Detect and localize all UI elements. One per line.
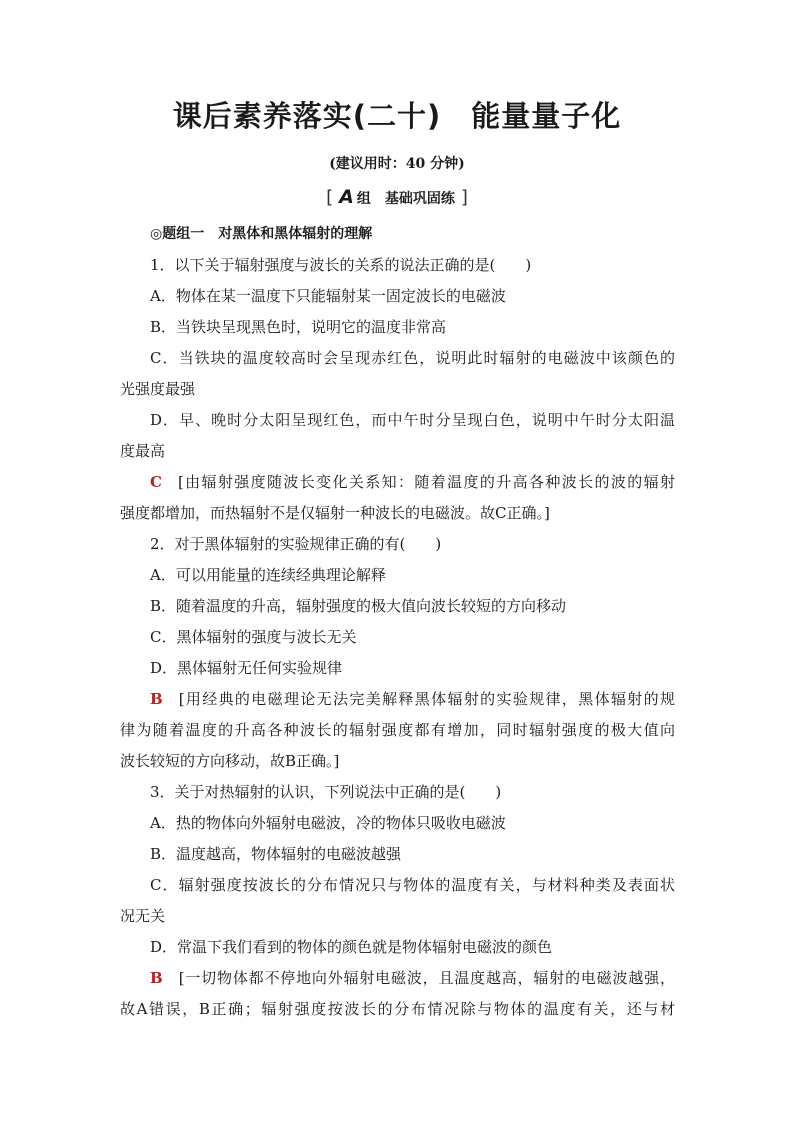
option-c-line1: C．当铁块的温度较高时会呈现赤红色，说明此时辐射的电磁波中该颜色的 — [150, 349, 675, 367]
topic-heading: ◎题组一 对黑体和黑体辐射的理解 — [150, 226, 373, 242]
explanation-line1: B [用经典的电磁理论无法完美解释黑体辐射的实验规律，黑体辐射的规 — [150, 690, 675, 708]
suggested-time: (建议用时：40 分钟) — [329, 156, 465, 172]
option-c: C．黑体辐射的强度与波长无关 — [150, 628, 357, 646]
option-c-line1: C．辐射强度按波长的分布情况只与物体的温度有关，与材料种类及表面状 — [150, 876, 675, 894]
option-d: D．黑体辐射无任何实验规律 — [150, 659, 343, 677]
option-d-line2: 度最高 — [120, 442, 166, 460]
bracket-left: [ — [326, 187, 334, 208]
option-c-line2: 况无关 — [120, 907, 166, 925]
explanation-line2: 强度都增加，而热辐射不是仅辐射一种波长的电磁波。故C正确。] — [120, 504, 550, 522]
answer-label: B — [150, 969, 163, 987]
question-2 — [120, 529, 675, 777]
page-title — [0, 98, 794, 134]
explanation-line1: B [一切物体都不停地向外辐射电磁波，且温度越高，辐射的电磁波越强， — [150, 969, 675, 987]
explanation-line3: 波长较短的方向移动，故B正确。] — [120, 752, 340, 770]
option-b: B．随着温度的升高，辐射强度的极大值向波长较短的方向移动 — [150, 597, 567, 615]
option-c-line2: 光强度最强 — [120, 380, 196, 398]
question-stem: 2．对于黑体辐射的实验规律正确的有( ) — [150, 535, 442, 553]
question-stem: 1．以下关于辐射强度与波长的关系的说法正确的是( ) — [150, 256, 532, 274]
option-d-line1: D．早、晚时分太阳呈现红色，而中午时分呈现白色，说明中午时分太阳温 — [150, 411, 675, 429]
group-zu: 组 — [356, 191, 371, 207]
option-d: D．常温下我们看到的物体的颜色就是物体辐射电磁波的颜色 — [150, 938, 553, 956]
group-letter: A — [339, 186, 354, 208]
explanation-line1: C [由辐射强度随波长变化关系知：随着温度的升高各种波长的波的辐射 — [150, 473, 675, 491]
question-3 — [120, 777, 675, 1025]
content-body — [120, 219, 675, 1025]
question-stem: 3．关于对热辐射的认识，下列说法中正确的是( ) — [150, 783, 502, 801]
explanation-line2: 故A错误，B正确；辐射强度按波长的分布情况除与物体的温度有关，还与材 — [120, 1000, 675, 1018]
answer-label: C — [150, 473, 162, 491]
group-text: 基础巩固练 — [384, 191, 455, 207]
option-b: B．当铁块呈现黑色时，说明它的温度非常高 — [150, 318, 447, 336]
bracket-right: ] — [460, 187, 468, 208]
option-a: A．可以用能量的连续经典理论解释 — [150, 566, 386, 584]
option-a: A．热的物体向外辐射电磁波，冷的物体只吸收电磁波 — [150, 814, 506, 832]
title-left: 课后素养落实(二十) — [172, 99, 442, 133]
option-a: A．物体在某一温度下只能辐射某一固定波长的电磁波 — [150, 287, 506, 305]
title-right: 能量量子化 — [471, 99, 622, 133]
group-heading — [0, 186, 794, 210]
answer-label: B — [150, 690, 163, 708]
explanation-line2: 律为随着温度的升高各种波长的辐射强度都有增加，同时辐射强度的极大值向 — [120, 721, 675, 739]
option-b: B．温度越高，物体辐射的电磁波越强 — [150, 845, 402, 863]
question-1 — [120, 250, 675, 529]
